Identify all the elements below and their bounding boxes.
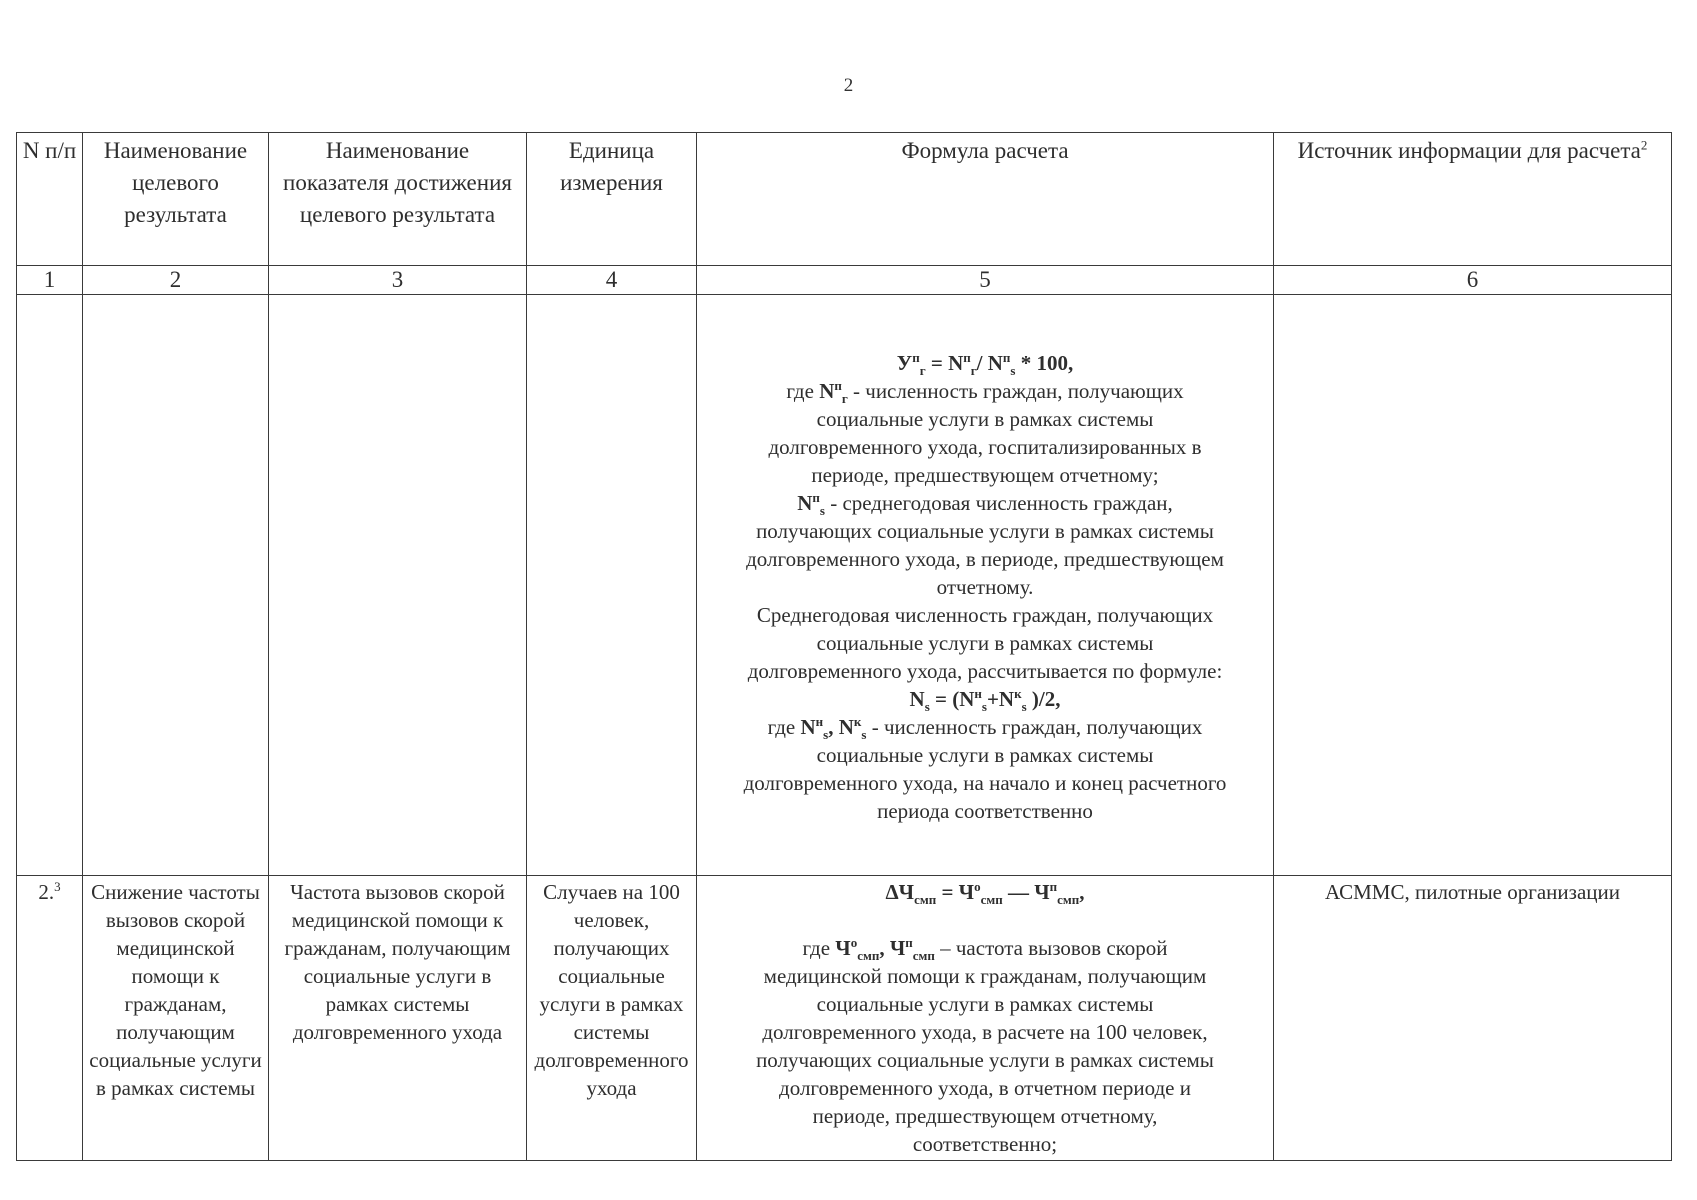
formula-sub: s <box>1010 363 1016 379</box>
formula-sup: к <box>1014 686 1022 701</box>
formula-average-count <box>701 685 1269 713</box>
formula-text-line: социальные услуги в рамках системы <box>816 631 1154 655</box>
formula-spacer <box>701 906 1269 934</box>
formula-var: N <box>797 491 813 515</box>
formula-sub: г <box>841 391 848 407</box>
formula-sup: п <box>834 378 842 393</box>
formula-text-line: периоде, предшествующем отчетному; <box>811 463 1159 487</box>
formula-sub: s <box>924 699 930 715</box>
formula-part: / N <box>976 351 1003 375</box>
table-row-continuation <box>17 295 1672 876</box>
formula-sub: s <box>981 699 987 715</box>
formula-sup: п <box>963 350 971 365</box>
unit-cell: Случаев на 100 человек, получающих социальные услуги в рамках системы долговременного ухода <box>527 876 697 1161</box>
formula-var: N <box>819 379 835 403</box>
formula-text-line <box>701 489 1269 517</box>
formula-text-line: долговременного ухода, рассчитывается по формуле: <box>747 659 1223 683</box>
formula-part: , <box>1079 880 1085 904</box>
formula-cell-continuation <box>697 295 1274 876</box>
formula-text-line: медицинской помощи к гражданам, получающим <box>763 964 1207 988</box>
formula-text: - численность граждан, получающих <box>866 715 1203 739</box>
header-number: N п/п <box>17 133 83 266</box>
formula-text: где <box>767 715 801 739</box>
formula-sup: п <box>1002 350 1011 365</box>
formula-sup: п <box>812 490 820 505</box>
empty-cell <box>527 295 697 876</box>
formula-share-hospitalized <box>701 349 1269 377</box>
formula-text-line: долговременного ухода, в периоде, предшествующем <box>746 547 1224 571</box>
formula-sub: смп <box>980 892 1003 908</box>
formula-text-line: периоде, предшествующем отчетному, <box>812 1104 1158 1128</box>
empty-cell <box>269 295 527 876</box>
formula-text-line: социальные услуги в рамках системы <box>816 992 1154 1016</box>
formula-sup: о <box>974 879 981 894</box>
formula-text: где <box>802 936 836 960</box>
formula-text-line: Среднегодовая численность граждан, получающих <box>756 603 1214 627</box>
formula-text: - численность граждан, получающих <box>847 379 1184 403</box>
formula-sup: н <box>815 714 824 729</box>
formula-sup: о <box>850 935 858 950</box>
formula-part: +N <box>986 687 1015 711</box>
formula-text-line: соответственно; <box>912 1132 1058 1156</box>
formula-var: Ч <box>835 936 851 960</box>
formula-sup: н <box>974 686 982 701</box>
formula-text-line <box>701 377 1269 405</box>
column-number-row <box>17 266 1672 295</box>
formula-sup: к <box>853 714 862 729</box>
column-number: 3 <box>269 266 527 295</box>
table-row <box>17 876 1672 1161</box>
column-number: 1 <box>17 266 83 295</box>
formula-cell <box>697 876 1274 1161</box>
formula-text-line: долговременного ухода, в расчете на 100 человек, <box>762 1020 1208 1044</box>
formula-text: - среднегодовая численность граждан, <box>824 491 1173 515</box>
target-result-cell: Снижение частоты вызовов скорой медицинской помощи к гражданам, получающим социальные услуги в рамках системы <box>83 876 269 1161</box>
formula-text-line <box>701 713 1269 741</box>
column-number: 6 <box>1274 266 1672 295</box>
row-number: 2. <box>38 880 55 904</box>
formula-text-line: периода соответственно <box>877 799 1093 823</box>
header-indicator: Наименование показателя достижения целевого результата <box>269 133 527 266</box>
formula-sub: s <box>1021 699 1027 715</box>
formula-sub: s <box>823 727 829 743</box>
formula-sup: п <box>1049 879 1058 894</box>
formula-text-line: долговременного ухода, госпитализированных в <box>768 435 1202 459</box>
formula-part: = N <box>925 351 964 375</box>
formula-ambulance-delta <box>701 878 1269 906</box>
formula-sub: г <box>919 363 926 379</box>
formula-part: = (N <box>929 687 975 711</box>
formula-text-line: социальные услуги в рамках системы <box>816 743 1154 767</box>
header-formula: Формула расчета <box>697 133 1274 266</box>
formula-text: где <box>786 379 820 403</box>
formula-part: — Ч <box>1002 880 1050 904</box>
empty-cell <box>17 295 83 876</box>
formula-part: ΔЧ <box>885 880 915 904</box>
formula-sup: п <box>905 935 913 950</box>
column-number: 2 <box>83 266 269 295</box>
table-header-row <box>17 133 1672 266</box>
column-number: 5 <box>697 266 1274 295</box>
indicator-cell: Частота вызовов скорой медицинской помощи к гражданам, получающим социальные услуги в рамках системы долговременного ухода <box>269 876 527 1161</box>
row-number-cell <box>17 876 83 1161</box>
column-number: 4 <box>527 266 697 295</box>
formula-sub: s <box>861 727 867 743</box>
formula-var: , N <box>828 715 854 739</box>
formula-sub: смп <box>1057 892 1080 908</box>
formula-part: = Ч <box>936 880 975 904</box>
row-number-footnote: 3 <box>54 879 61 894</box>
formula-text-line <box>701 934 1269 962</box>
empty-cell <box>83 295 269 876</box>
formula-text-line: долговременного ухода, в отчетном периоде и <box>779 1076 1191 1100</box>
header-source-footnote: 2 <box>1640 137 1648 153</box>
formula-part: N <box>909 687 925 711</box>
formula-sub: смп <box>914 892 937 908</box>
formula-part: * 100, <box>1015 351 1074 375</box>
source-cell: АСММС, пилотные организации <box>1274 876 1672 1161</box>
empty-cell <box>1274 295 1672 876</box>
formula-text-line: социальные услуги в рамках системы <box>816 407 1154 431</box>
formula-text-line: получающих социальные услуги в рамках системы <box>756 519 1214 543</box>
formula-sub: смп <box>857 948 880 964</box>
formula-text: – частота вызовов скорой <box>934 936 1168 960</box>
formula-sub: смп <box>912 948 935 964</box>
indicators-table <box>16 132 1672 1161</box>
page-number: 2 <box>843 75 854 96</box>
header-source <box>1274 133 1672 266</box>
formula-text-line: отчетному. <box>936 575 1034 599</box>
formula-sup: п <box>912 350 920 365</box>
formula-var: , Ч <box>879 936 906 960</box>
formula-text-line: долговременного ухода, на начало и конец расчетного <box>743 771 1227 795</box>
formula-part: )/2, <box>1026 687 1061 711</box>
header-target-result: Наименование целевого результата <box>83 133 269 266</box>
formula-sub: s <box>819 503 825 519</box>
header-unit: Единица измерения <box>527 133 697 266</box>
formula-var: N <box>800 715 816 739</box>
formula-text-line: получающих социальные услуги в рамках системы <box>756 1048 1214 1072</box>
header-source-text: Источник информации для расчета <box>1297 138 1641 163</box>
formula-part: У <box>896 351 913 375</box>
formula-sub: г <box>970 363 977 379</box>
